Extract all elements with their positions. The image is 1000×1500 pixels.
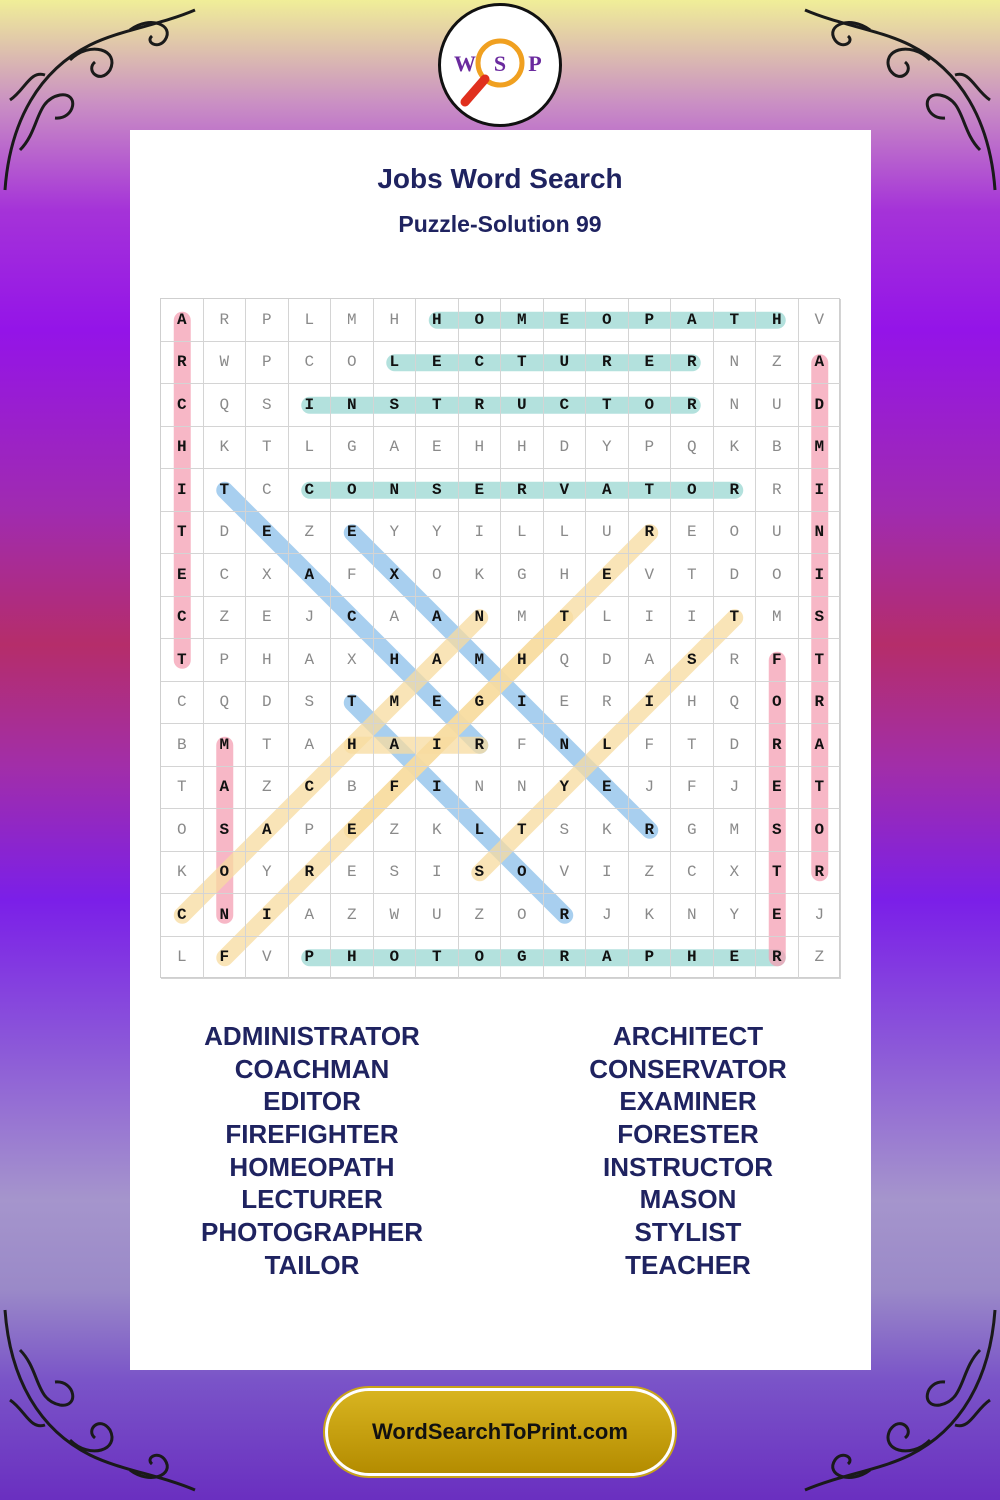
grid-cell[interactable]: S <box>204 809 247 852</box>
grid-cell[interactable]: U <box>544 342 587 385</box>
grid-cell[interactable]: W <box>374 894 417 937</box>
grid-cell[interactable]: C <box>161 894 204 937</box>
grid-cell[interactable]: D <box>714 554 757 597</box>
grid-cell[interactable]: R <box>671 342 714 385</box>
grid-cell[interactable]: T <box>416 937 459 980</box>
grid-cell[interactable]: A <box>289 639 332 682</box>
grid-cell[interactable]: I <box>161 469 204 512</box>
grid-cell[interactable]: H <box>331 724 374 767</box>
grid-cell[interactable]: O <box>799 809 842 852</box>
grid-cell[interactable]: L <box>501 512 544 555</box>
grid-cell[interactable]: N <box>459 767 502 810</box>
grid-cell[interactable]: G <box>459 682 502 725</box>
grid-cell[interactable]: S <box>459 852 502 895</box>
grid-cell[interactable]: W <box>204 342 247 385</box>
grid-cell[interactable]: A <box>586 469 629 512</box>
grid-cell[interactable]: I <box>629 682 672 725</box>
grid-cell[interactable]: M <box>331 299 374 342</box>
word-list-item: CONSERVATOR <box>589 1053 787 1084</box>
grid-cell[interactable]: S <box>671 639 714 682</box>
grid-cell[interactable]: F <box>671 767 714 810</box>
word-list-item: COACHMAN <box>234 1053 390 1084</box>
grid-cell[interactable]: P <box>629 299 672 342</box>
grid-cell[interactable]: Y <box>714 894 757 937</box>
grid-cell[interactable]: R <box>756 469 799 512</box>
grid-cell[interactable]: P <box>629 427 672 470</box>
grid-cell[interactable]: J <box>289 597 332 640</box>
grid-cell[interactable]: O <box>331 342 374 385</box>
grid-cell[interactable]: T <box>161 767 204 810</box>
grid-cell[interactable]: I <box>289 384 332 427</box>
grid-cell[interactable]: I <box>416 724 459 767</box>
grid-cell[interactable]: O <box>714 512 757 555</box>
grid-cell[interactable]: C <box>459 342 502 385</box>
grid-cell[interactable]: T <box>416 384 459 427</box>
grid-cell[interactable]: X <box>714 852 757 895</box>
grid-cell[interactable]: T <box>799 639 842 682</box>
word-list-item: EXAMINER <box>619 1086 757 1117</box>
grid-cell[interactable]: A <box>416 597 459 640</box>
grid-cell[interactable]: H <box>756 299 799 342</box>
word-list-item: PHOTOGRAPHER <box>201 1217 423 1248</box>
grid-cell[interactable]: R <box>501 469 544 512</box>
grid-cell[interactable]: F <box>756 639 799 682</box>
page-subtitle: Puzzle-Solution 99 <box>398 211 602 237</box>
grid-cell[interactable]: T <box>161 639 204 682</box>
grid-cell[interactable]: L <box>586 724 629 767</box>
grid-cell[interactable]: R <box>544 937 587 980</box>
grid-cell[interactable]: R <box>459 384 502 427</box>
grid-cell[interactable]: L <box>161 937 204 980</box>
grid-cell[interactable]: H <box>374 639 417 682</box>
grid-cell[interactable]: Z <box>289 512 332 555</box>
grid-cell[interactable]: Q <box>671 427 714 470</box>
word-list-item: TAILOR <box>264 1249 360 1280</box>
grid-cell[interactable]: C <box>671 852 714 895</box>
grid-cell[interactable]: O <box>459 299 502 342</box>
grid-cell[interactable]: E <box>756 767 799 810</box>
page-title: Jobs Word Search <box>377 163 623 194</box>
grid-cell[interactable]: J <box>586 894 629 937</box>
grid-cell[interactable]: A <box>671 299 714 342</box>
grid-cell[interactable]: I <box>586 852 629 895</box>
grid-cell[interactable]: D <box>799 384 842 427</box>
word-list-item: MASON <box>639 1184 737 1215</box>
grid-cell[interactable]: T <box>671 554 714 597</box>
grid-cell[interactable]: S <box>416 469 459 512</box>
grid-cell[interactable]: N <box>459 597 502 640</box>
grid-cell[interactable]: J <box>629 767 672 810</box>
grid-cell[interactable]: O <box>416 554 459 597</box>
grid-cell[interactable]: T <box>501 809 544 852</box>
grid-cell[interactable]: B <box>756 427 799 470</box>
grid-cell[interactable]: S <box>374 384 417 427</box>
grid-cell[interactable]: I <box>416 852 459 895</box>
word-search-grid <box>160 298 840 978</box>
grid-cell[interactable]: G <box>331 427 374 470</box>
grid-cell[interactable]: E <box>671 512 714 555</box>
grid-cell[interactable]: J <box>799 894 842 937</box>
grid-cell[interactable]: V <box>544 852 587 895</box>
grid-cell[interactable]: H <box>246 639 289 682</box>
word-list-item: LECTURER <box>241 1184 383 1215</box>
grid-cell[interactable]: Z <box>459 894 502 937</box>
grid-cell[interactable]: R <box>204 299 247 342</box>
word-list-left <box>132 1020 492 1282</box>
grid-cell[interactable]: I <box>416 767 459 810</box>
grid-cell[interactable]: T <box>756 852 799 895</box>
grid-cell[interactable]: C <box>161 384 204 427</box>
grid-cell[interactable]: D <box>204 512 247 555</box>
grid-cell[interactable]: I <box>671 597 714 640</box>
grid-cell[interactable]: O <box>459 937 502 980</box>
grid-cell[interactable]: A <box>289 894 332 937</box>
site-logo[interactable] <box>438 3 562 127</box>
grid-cell[interactable]: C <box>289 469 332 512</box>
grid-cell[interactable]: O <box>161 809 204 852</box>
grid-cell[interactable]: J <box>714 767 757 810</box>
grid-cell[interactable]: P <box>629 937 672 980</box>
grid-cell[interactable]: M <box>459 639 502 682</box>
grid-cell[interactable]: N <box>671 894 714 937</box>
grid-cell[interactable]: B <box>161 724 204 767</box>
grid-cell[interactable]: A <box>374 724 417 767</box>
grid-cell[interactable]: M <box>204 724 247 767</box>
grid-cell[interactable]: Z <box>799 937 842 980</box>
grid-cell[interactable]: P <box>204 639 247 682</box>
grid-cell[interactable]: G <box>671 809 714 852</box>
grid-cell[interactable]: F <box>331 554 374 597</box>
grid-cell[interactable]: H <box>374 299 417 342</box>
logo-letter-s: S <box>493 51 507 76</box>
grid-cell[interactable]: S <box>799 597 842 640</box>
grid-cell[interactable]: L <box>289 299 332 342</box>
grid-cell[interactable]: E <box>714 937 757 980</box>
grid-cell[interactable]: T <box>671 724 714 767</box>
grid-cell[interactable]: C <box>204 554 247 597</box>
grid-cell[interactable]: L <box>289 427 332 470</box>
grid-cell[interactable]: O <box>374 937 417 980</box>
grid-cell[interactable]: C <box>331 597 374 640</box>
grid-cell[interactable]: U <box>756 384 799 427</box>
grid-cell[interactable]: P <box>246 342 289 385</box>
word-list-item: TEACHER <box>625 1249 751 1280</box>
grid-cell[interactable]: N <box>204 894 247 937</box>
word-list-right <box>508 1020 868 1282</box>
grid-cell[interactable]: R <box>714 469 757 512</box>
grid-cell[interactable]: K <box>416 809 459 852</box>
grid-cell[interactable]: F <box>204 937 247 980</box>
grid-cell[interactable]: H <box>671 682 714 725</box>
grid-cell[interactable]: Z <box>331 894 374 937</box>
grid-cell[interactable]: Z <box>204 597 247 640</box>
grid-cell[interactable]: C <box>246 469 289 512</box>
footer-site-link[interactable]: WordSearchToPrint.com <box>325 1388 675 1476</box>
grid-cell[interactable]: I <box>629 597 672 640</box>
grid-cell[interactable]: R <box>629 809 672 852</box>
word-list-item: INSTRUCTOR <box>603 1151 773 1182</box>
grid-cell[interactable]: O <box>501 852 544 895</box>
grid-cell[interactable]: R <box>289 852 332 895</box>
grid-cell[interactable]: A <box>289 554 332 597</box>
grid-cell[interactable]: E <box>161 554 204 597</box>
grid-cell[interactable]: S <box>246 384 289 427</box>
grid-cell[interactable]: I <box>459 512 502 555</box>
grid-cell[interactable]: E <box>416 427 459 470</box>
grid-cell[interactable]: P <box>246 299 289 342</box>
grid-cell[interactable]: C <box>544 384 587 427</box>
grid-cell[interactable]: G <box>501 554 544 597</box>
grid-cell[interactable]: D <box>586 639 629 682</box>
grid-cell[interactable]: H <box>671 937 714 980</box>
grid-cell[interactable]: A <box>629 639 672 682</box>
grid-cell[interactable]: A <box>374 597 417 640</box>
grid-cell[interactable]: A <box>204 767 247 810</box>
grid-cell[interactable]: R <box>714 639 757 682</box>
grid-cell[interactable]: B <box>331 767 374 810</box>
grid-cell[interactable]: F <box>629 724 672 767</box>
grid-cell[interactable]: Z <box>246 767 289 810</box>
grid-cell[interactable]: D <box>544 427 587 470</box>
grid-cell[interactable]: A <box>289 724 332 767</box>
logo-letter-p: P <box>528 51 542 76</box>
grid-cell[interactable]: Z <box>629 852 672 895</box>
grid-cell[interactable]: M <box>374 682 417 725</box>
grid-cell[interactable]: E <box>416 682 459 725</box>
word-list-item: EDITOR <box>263 1086 361 1117</box>
grid-cell[interactable]: E <box>544 299 587 342</box>
grid-cell[interactable]: T <box>331 682 374 725</box>
grid-cell[interactable]: I <box>501 682 544 725</box>
grid-cell[interactable]: D <box>714 724 757 767</box>
grid-cell[interactable]: I <box>799 554 842 597</box>
grid-cell[interactable]: R <box>544 894 587 937</box>
grid-cell[interactable]: P <box>289 937 332 980</box>
grid-cell[interactable]: T <box>246 724 289 767</box>
grid-cell[interactable]: S <box>544 809 587 852</box>
grid-cell[interactable]: M <box>756 597 799 640</box>
grid-cell[interactable]: H <box>161 427 204 470</box>
grid-cell[interactable]: V <box>544 469 587 512</box>
grid-cell[interactable]: K <box>459 554 502 597</box>
grid-cell[interactable]: O <box>501 894 544 937</box>
grid-cell[interactable]: U <box>586 512 629 555</box>
grid-cell[interactable]: H <box>501 639 544 682</box>
grid-cell[interactable]: O <box>331 469 374 512</box>
grid-cell[interactable]: R <box>671 384 714 427</box>
grid-cell[interactable]: C <box>161 597 204 640</box>
grid-cell[interactable]: C <box>289 767 332 810</box>
grid-cell[interactable]: L <box>586 597 629 640</box>
grid-cell[interactable]: N <box>714 384 757 427</box>
grid-cell[interactable]: A <box>799 724 842 767</box>
grid-cell[interactable]: O <box>629 384 672 427</box>
grid-cell[interactable]: O <box>586 299 629 342</box>
grid-cell[interactable]: E <box>416 342 459 385</box>
grid-cell[interactable]: Q <box>204 682 247 725</box>
grid-cell[interactable]: N <box>501 767 544 810</box>
grid-cell[interactable]: I <box>246 894 289 937</box>
logo-letter-w: W <box>454 51 476 76</box>
grid-cell[interactable]: I <box>799 469 842 512</box>
grid-cell[interactable]: E <box>331 512 374 555</box>
grid-cell[interactable]: M <box>501 597 544 640</box>
grid-cell[interactable]: T <box>246 427 289 470</box>
grid-cell[interactable]: E <box>586 767 629 810</box>
grid-cell[interactable]: K <box>204 427 247 470</box>
grid-cell[interactable]: L <box>374 342 417 385</box>
grid-cell[interactable]: K <box>161 852 204 895</box>
grid-cell[interactable]: E <box>756 894 799 937</box>
grid-cell[interactable]: L <box>544 512 587 555</box>
grid-cell[interactable]: C <box>289 342 332 385</box>
grid-cell[interactable]: D <box>246 682 289 725</box>
grid-cell[interactable]: T <box>161 512 204 555</box>
grid-cell[interactable]: X <box>246 554 289 597</box>
grid-cell[interactable]: T <box>204 469 247 512</box>
grid-cell[interactable]: E <box>331 852 374 895</box>
grid-cell[interactable]: A <box>416 639 459 682</box>
grid-cell[interactable]: V <box>799 299 842 342</box>
grid-cell[interactable]: Y <box>586 427 629 470</box>
grid-cell[interactable]: N <box>544 724 587 767</box>
word-list-item: FORESTER <box>617 1119 759 1150</box>
grid-cell[interactable]: A <box>374 427 417 470</box>
grid-cell[interactable]: M <box>501 299 544 342</box>
grid-cell[interactable]: G <box>501 937 544 980</box>
grid-cell[interactable]: A <box>246 809 289 852</box>
grid-cell[interactable]: Z <box>756 342 799 385</box>
grid-cell[interactable]: P <box>289 809 332 852</box>
grid-cell[interactable]: H <box>544 554 587 597</box>
grid-cell[interactable]: Q <box>714 682 757 725</box>
grid-cell[interactable]: T <box>586 384 629 427</box>
grid-cell[interactable]: N <box>714 342 757 385</box>
grid-cell[interactable]: Y <box>544 767 587 810</box>
grid-cell[interactable]: S <box>289 682 332 725</box>
grid-cell[interactable]: M <box>714 809 757 852</box>
grid-cell[interactable]: H <box>459 427 502 470</box>
grid-cell[interactable]: Q <box>204 384 247 427</box>
grid-cell[interactable]: Y <box>416 512 459 555</box>
grid-cell[interactable]: T <box>714 299 757 342</box>
grid-cell[interactable]: E <box>586 554 629 597</box>
grid-cell[interactable]: E <box>246 512 289 555</box>
grid-cell[interactable]: H <box>331 937 374 980</box>
word-list-item: ADMINISTRATOR <box>204 1021 420 1051</box>
word-list-item: ARCHITECT <box>612 1021 764 1051</box>
grid-cell[interactable]: R <box>799 852 842 895</box>
grid-cell[interactable]: N <box>331 384 374 427</box>
grid-cell[interactable]: S <box>374 852 417 895</box>
grid-cell[interactable]: R <box>756 937 799 980</box>
grid-cell[interactable]: R <box>799 682 842 725</box>
grid-cell[interactable]: K <box>586 809 629 852</box>
word-list-item: FIREFIGHTER <box>225 1119 399 1150</box>
grid-cell[interactable]: T <box>714 597 757 640</box>
grid-cell[interactable]: R <box>586 682 629 725</box>
grid-cell[interactable]: L <box>459 809 502 852</box>
grid-cell[interactable]: K <box>629 894 672 937</box>
grid-cell[interactable]: O <box>671 469 714 512</box>
grid-cell[interactable]: E <box>629 342 672 385</box>
grid-cell[interactable]: U <box>416 894 459 937</box>
grid-cell[interactable]: M <box>799 427 842 470</box>
grid-cell[interactable]: T <box>629 469 672 512</box>
word-list-item: STYLIST <box>634 1217 742 1248</box>
grid-cell[interactable]: H <box>501 427 544 470</box>
grid-cell[interactable]: C <box>161 682 204 725</box>
grid-cell[interactable]: O <box>756 682 799 725</box>
grid-cell[interactable]: Q <box>544 639 587 682</box>
grid-cell[interactable]: O <box>204 852 247 895</box>
grid-cell[interactable]: R <box>629 512 672 555</box>
grid-cell[interactable]: Y <box>246 852 289 895</box>
grid-cell[interactable]: R <box>161 342 204 385</box>
grid-cell[interactable]: T <box>799 767 842 810</box>
grid-cell[interactable]: E <box>331 809 374 852</box>
grid-cell[interactable]: N <box>374 469 417 512</box>
grid-cell[interactable]: H <box>416 299 459 342</box>
grid-cell[interactable]: X <box>374 554 417 597</box>
grid-cell[interactable]: T <box>544 597 587 640</box>
grid-cell[interactable]: R <box>756 724 799 767</box>
grid-cell[interactable]: A <box>799 342 842 385</box>
word-list-item: HOMEOPATH <box>229 1151 395 1182</box>
grid-cell[interactable]: Y <box>374 512 417 555</box>
grid-cell[interactable]: Z <box>374 809 417 852</box>
grid-cell[interactable]: S <box>756 809 799 852</box>
grid-cell[interactable]: R <box>586 342 629 385</box>
grid-cell[interactable]: E <box>544 682 587 725</box>
grid-cell[interactable]: U <box>501 384 544 427</box>
grid-cell[interactable]: F <box>501 724 544 767</box>
grid-cell[interactable]: X <box>331 639 374 682</box>
grid-cell[interactable]: V <box>246 937 289 980</box>
grid-cell[interactable]: F <box>374 767 417 810</box>
grid-cell[interactable]: A <box>161 299 204 342</box>
grid-cell[interactable]: O <box>756 554 799 597</box>
grid-cell[interactable]: V <box>629 554 672 597</box>
grid-cell[interactable]: A <box>586 937 629 980</box>
grid-cell[interactable]: K <box>714 427 757 470</box>
grid-cell[interactable]: R <box>459 724 502 767</box>
grid-cell[interactable]: T <box>501 342 544 385</box>
grid-cell[interactable]: E <box>459 469 502 512</box>
grid-cell[interactable]: N <box>799 512 842 555</box>
grid-cell[interactable]: E <box>246 597 289 640</box>
grid-cell[interactable]: U <box>756 512 799 555</box>
magnifier-icon <box>441 6 559 124</box>
